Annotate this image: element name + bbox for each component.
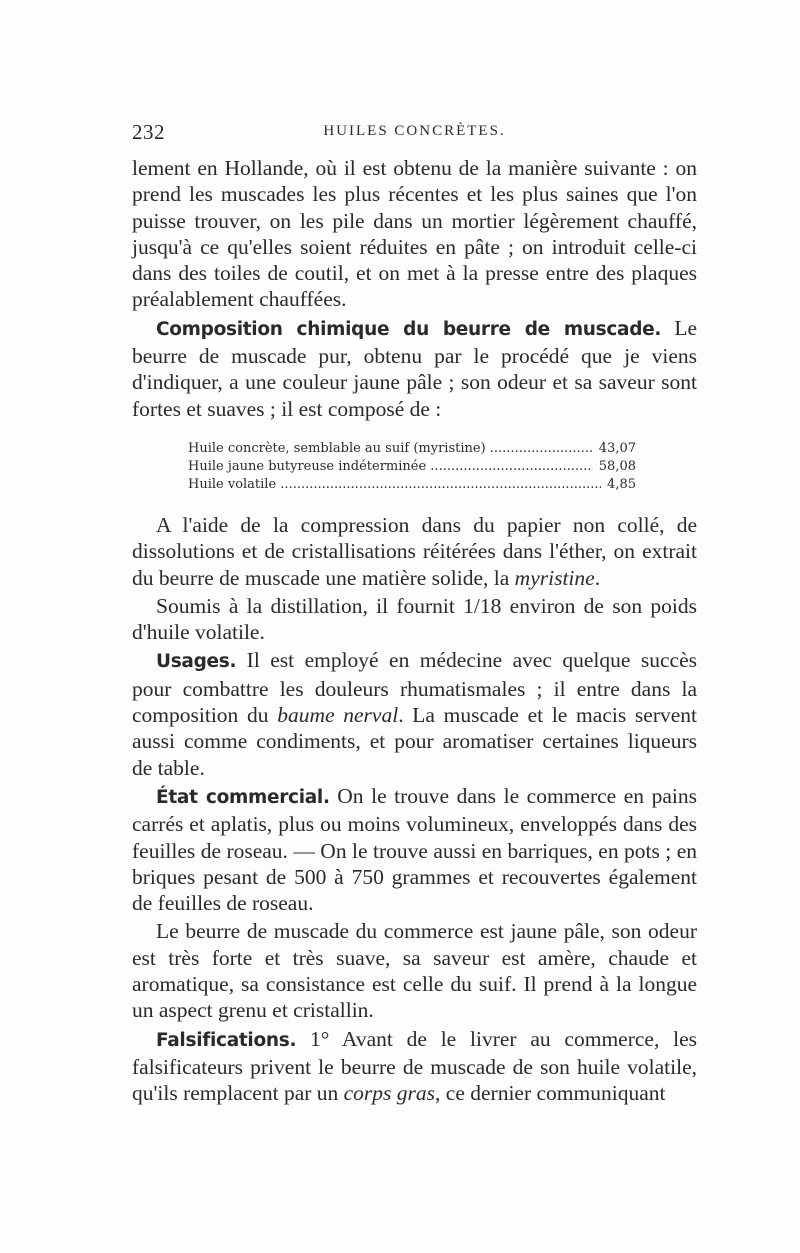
running-head: HUILES CONCRÈTES. xyxy=(323,123,506,139)
paragraph-composition xyxy=(132,315,697,422)
italic-term: baume nerval xyxy=(277,703,399,728)
paragraph-text: 1° Avant de le livrer au commerce, les falsificateurs privent le beurre de muscade de son huile volatile, qu'ils remplacent par un xyxy=(132,1026,697,1106)
paragraph-distillation xyxy=(132,593,697,646)
page-header xyxy=(132,120,697,150)
italic-term: corps gras xyxy=(343,1081,436,1106)
paragraph-text: A l'aide de la compression dans du papier non collé, de dissolutions et de cristallisations réitérées dans l'éther, on extrait du beurre de muscade une matière solide, la xyxy=(132,512,697,590)
table-row xyxy=(188,440,636,458)
paragraph-text: , ce dernier communiquant xyxy=(435,1081,666,1106)
body-text xyxy=(132,155,697,1107)
paragraph-preparation xyxy=(132,155,697,313)
table-row-label: Huile concrète, semblable au suif (myristine) ..... xyxy=(188,440,593,458)
paragraph-description xyxy=(132,918,697,1023)
section-heading-etat-commercial: État commercial. xyxy=(156,786,330,808)
paragraph-text: Soumis à la distillation, il fournit 1/18 environ de son poids d'huile volatile. xyxy=(132,593,697,645)
paragraph-text: lement en Hollande, où il est obtenu de la manière suivante : on prend les muscades les plus récentes et les plus saines que l'on puisse trouver, on les pile dans un mortier légèrement chauffé, jusqu'à ce qu'elles soient réduites en pâte ; on introduit celle-ci dans des toiles de coutil, et on met à la presse entre des plaques préalablement chauffées. xyxy=(132,156,697,312)
section-heading-usages: Usages. xyxy=(156,651,237,673)
section-heading-composition: Composition chimique du beurre de muscade. xyxy=(156,318,662,340)
paragraph-etat-commercial xyxy=(132,783,697,916)
paragraph-text: Le beurre de muscade pur, obtenu par le procédé que je viens d'indiquer, a une couleur jaune pâle ; son odeur et sa saveur sont fortes et suaves ; il est composé de : xyxy=(132,315,697,421)
paragraph-usages xyxy=(132,647,697,780)
table-row xyxy=(188,458,636,476)
paragraph-text: On le trouve dans le commerce en pains carrés et aplatis, plus ou moins volumineux, enveloppés dans des feuilles de roseau. — On le trouve aussi en barriques, en pots ; en briques pesant de 500 à 750 grammes et recouvertes également de feuilles de roseau. xyxy=(132,783,697,916)
table-row xyxy=(188,476,636,494)
page-number: 232 xyxy=(132,120,165,144)
composition-table xyxy=(188,440,636,494)
paragraph-text: . La muscade et le macis servent aussi comme condiments, et pour aromatiser certaines liqueurs de table. xyxy=(132,703,697,780)
paragraph-falsifications xyxy=(132,1026,697,1107)
paragraph-text: . xyxy=(594,565,601,590)
section-heading-falsifications: Falsifications. xyxy=(156,1029,297,1051)
table-row-label: Huile jaune butyreuse indéterminée ..... xyxy=(188,458,593,476)
table-row-value: 58,08 xyxy=(598,458,636,474)
paragraph-myristine xyxy=(132,512,697,591)
table-row-label: Huile volatile ..... xyxy=(188,476,601,494)
paragraph-text: Le beurre de muscade du commerce est jaune pâle, son odeur est très forte et très suave, sa saveur est amère, chaude et aromatique, sa consistance est celle du suif. Il prend à la longue un aspect grenu et cristallin. xyxy=(132,919,697,1023)
table-row-value: 4,85 xyxy=(607,476,636,492)
italic-term: myristine xyxy=(514,565,595,590)
table-row-value: 43,07 xyxy=(598,440,636,456)
paragraph-text: Il est employé en médecine avec quelque succès pour combattre les douleurs rhumatismales ; il entre dans la composition du xyxy=(132,648,697,728)
